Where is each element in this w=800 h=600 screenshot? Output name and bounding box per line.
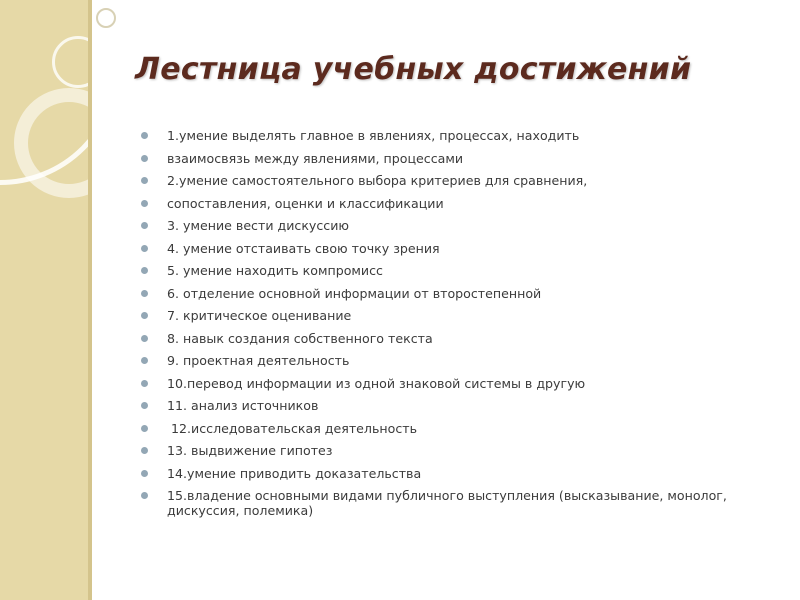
bullet-dot-icon xyxy=(141,335,148,342)
list-item xyxy=(140,128,780,143)
bullet-dot-icon xyxy=(141,402,148,409)
bullet-dot-icon xyxy=(141,267,148,274)
list-item-text: 10.перевод информации из одной знаковой системы в другую xyxy=(167,375,586,391)
slide-title: Лестница учебных достижений xyxy=(135,52,692,87)
list-item xyxy=(140,286,780,301)
list-item xyxy=(140,196,780,211)
list-item xyxy=(140,151,780,166)
bullet-dot-icon xyxy=(141,132,148,139)
list-item xyxy=(140,398,780,413)
list-item xyxy=(140,263,780,278)
list-item-text: 11. анализ источников xyxy=(167,398,319,413)
bullet-dot-icon xyxy=(141,312,148,319)
list-item-text: взаимосвязь между явлениями, процессами xyxy=(167,150,464,166)
bullet-dot-icon xyxy=(141,222,148,229)
list-item xyxy=(140,421,780,436)
bullet-dot-icon xyxy=(141,200,148,207)
bullet-dot-icon xyxy=(141,380,148,387)
list-item xyxy=(140,376,780,391)
list-item-text: 13. выдвижение гипотез xyxy=(167,443,333,458)
list-item-text: 3. умение вести дискуссию xyxy=(167,218,350,233)
list-item xyxy=(140,173,780,188)
achievement-list xyxy=(140,128,780,526)
bullet-dot-icon xyxy=(141,447,148,454)
list-item-text: 15.владение основными видами публичного выступления (высказывание, монолог, дискуссия, полемика) xyxy=(167,488,731,518)
list-item-text: 5. умение находить компромисс xyxy=(167,263,383,278)
bullet-dot-icon xyxy=(141,492,148,499)
list-item-text: сопоставления, оценки и классификации xyxy=(167,195,444,211)
list-item xyxy=(140,443,780,458)
bullet-dot-icon xyxy=(141,177,148,184)
list-item xyxy=(140,466,780,481)
list-item-text: 9. проектная деятельность xyxy=(167,353,350,368)
list-item-text: 4. умение отстаивать свою точку зрения xyxy=(167,240,440,256)
side-decoration-band xyxy=(0,0,88,600)
bullet-dot-icon xyxy=(141,425,148,432)
list-item-text: 8. навык создания собственного текста xyxy=(167,330,433,346)
bullet-dot-icon xyxy=(141,357,148,364)
list-item xyxy=(140,488,780,518)
bullet-dot-icon xyxy=(141,290,148,297)
bullet-dot-icon xyxy=(141,155,148,162)
side-stripe xyxy=(88,0,92,600)
bullet-dot-icon xyxy=(141,470,148,477)
list-item xyxy=(140,353,780,368)
ring-ornament-icon xyxy=(96,8,116,28)
list-item-text: 14.умение приводить доказательства xyxy=(167,465,422,481)
list-item-text: 7. критическое оценивание xyxy=(167,308,352,323)
list-item-text: 6. отделение основной информации от второстепенной xyxy=(167,285,542,301)
list-item xyxy=(140,331,780,346)
list-item xyxy=(140,308,780,323)
bullet-dot-icon xyxy=(141,245,148,252)
list-item xyxy=(140,241,780,256)
list-item-text: 2.умение самостоятельного выбора критериев для сравнения, xyxy=(167,173,588,188)
list-item-text: 12.исследовательская деятельность xyxy=(167,420,418,436)
list-item-text: 1.умение выделять главное в явлениях, процессах, находить xyxy=(167,128,580,143)
list-item xyxy=(140,218,780,233)
